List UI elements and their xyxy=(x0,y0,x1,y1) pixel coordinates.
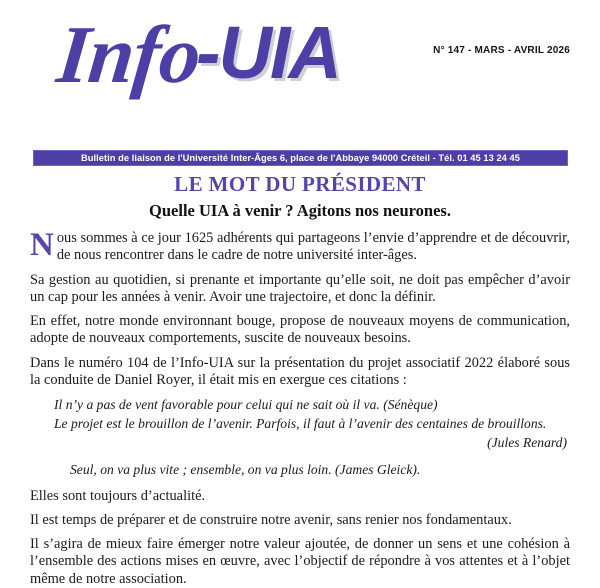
page-subtitle: Quelle UIA à venir ? Agitons nos neurones. xyxy=(149,201,451,221)
paragraph-intro xyxy=(30,226,570,265)
quote-renard-attribution: (Jules Renard) xyxy=(487,435,567,451)
page-title: LE MOT DU PRÉSIDENT xyxy=(174,172,426,196)
paragraph-5: Elles sont toujours d’actualité. xyxy=(30,487,206,504)
logo-number-94: 94 xyxy=(325,11,407,94)
drop-cap: N xyxy=(30,226,54,263)
masthead xyxy=(0,0,600,118)
publication-logo xyxy=(53,8,407,100)
paragraph-6: Il est temps de préparer et de construire notre avenir, sans renier nos fondamentaux. xyxy=(30,511,512,528)
logo-word-uia: -UIA xyxy=(195,11,340,94)
quote-gleick: Seul, on va plus vite ; ensemble, on va plus loin. (James Gleick). xyxy=(70,462,421,478)
address-banner xyxy=(33,150,568,166)
paragraph-intro-text: ous sommes à ce jour 1625 adhérents qui partageons l’envie d’apprendre et de découvrir, de nous rencontrer dans le cadre de notre université inter-âges. xyxy=(56,229,570,264)
quote-renard: Le projet est le brouillon de l’avenir. Parfois, il faut à l’avenir des centaines de brouillons. xyxy=(54,416,547,432)
address-banner-text: Bulletin de liaison de l'Université Inter-Âges 6, place de l'Abbaye 94000 Créteil - Tél. 01 45 13 24 45 xyxy=(81,153,520,163)
paragraph-7: Il s’agira de mieux faire émerger notre valeur ajoutée, de donner un sens et une cohésion à l’ensemble des actions mises en œuvre, avec l’objectif de répondre à vos attentes et à l’objet même de notre association. xyxy=(30,536,570,587)
article-content xyxy=(0,172,600,588)
paragraph-3: En effet, notre monde environnant bouge, propose de nouveaux moyens de communication, adopte de nouveaux comportements, suscite de nouveaux besoins. xyxy=(30,313,570,347)
quote-seneque: Il n’y a pas de vent favorable pour celui qui ne sait où il va. (Sénèque) xyxy=(54,397,438,413)
paragraph-4: Dans le numéro 104 de l’Info-UIA sur la présentation du projet associatif 2022 élaboré sous la conduite de Daniel Royer, il était mis en exergue ces citations : xyxy=(30,354,570,388)
article-body xyxy=(0,226,600,588)
paragraph-2: Sa gestion au quotidien, si prenante et importante qu’elle soit, ne doit pas empêcher d’avoir un cap pour les années à venir. Avoir une trajectoire, et donc la définir. xyxy=(30,271,570,305)
logo-word-info: Info xyxy=(53,9,205,100)
issue-number-line: N° 147 - MARS - AVRIL 2026 xyxy=(433,45,570,56)
